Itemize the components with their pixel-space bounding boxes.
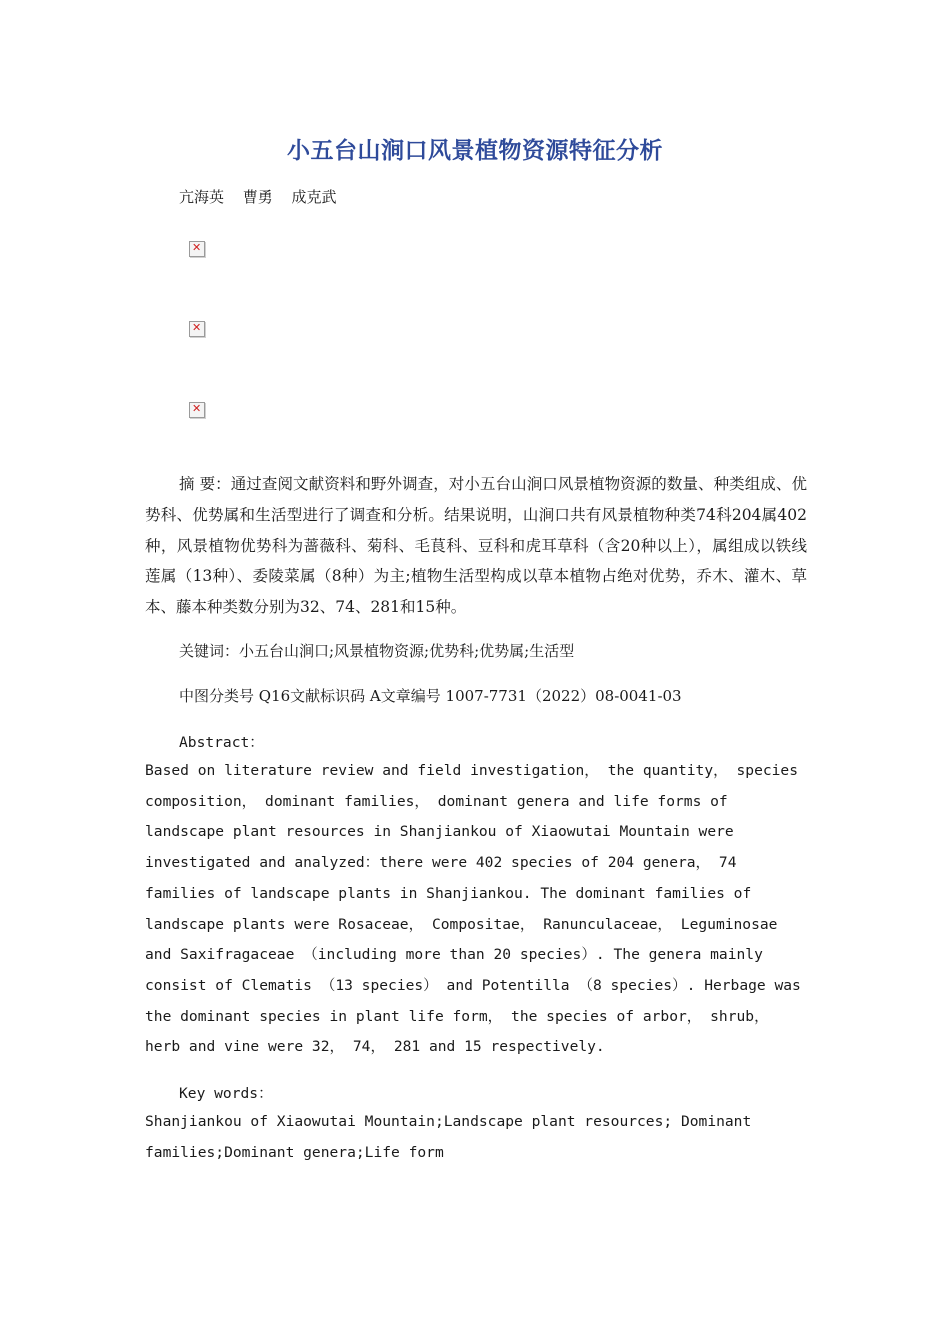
- abstract-chinese: 摘 要：通过查阅文献资料和野外调查，对小五台山涧口风景植物资源的数量、种类组成、优势科、优势属和生活型进行了调查和分析。结果说明，山涧口共有风景植物种类74科204属402种，风景植物优势科为蔷薇科、菊科、毛茛科、豆科和虎耳草科（含20种以上），属组成以铁线莲属（13种）、委陵菜属（8种）为主;植物生活型构成以草本植物占绝对优势，乔木、灌木、草本、藤本种类数分别为32、74、281和15种。: [145, 475, 807, 617]
- keywords-english: Shanjiankou of Xiaowutai Mountain;Landscape plant resources; Dominant families;Dominant genera;Life form: [145, 1113, 752, 1161]
- classification-line: 中图分类号 Q16文献标识码 A文章编号 1007-7731（2022）08-0041-03: [179, 687, 682, 705]
- broken-image-icon: [189, 241, 205, 257]
- broken-image-icon: [189, 402, 205, 418]
- abstract-english: Based on literature review and field investigation， the quantity， species composition， dominant families， dominant genera and life forms of landscape plant resources in Shanjiankou of Xiaowutai Mountain were investigated and analyzed：there were 402 species of 204 genera， 74 families of landscape plants in Shanjiankou. The dominant families of landscape plants were Rosaceae， Compositae， Ranunculaceae， Leguminosae and Saxifragaceae （including more than 20 species）. The genera mainly consist of Clematis （13 species） and Potentilla （8 species）. Herbage was the dominant species in plant life form， the species of arbor， shrub， herb and vine were 32， 74， 281 and 15 respectively.: [145, 762, 801, 1056]
- paper-title: 小五台山涧口风景植物资源特征分析: [287, 138, 663, 164]
- keywords-chinese: 关键词：小五台山涧口;风景植物资源;优势科;优势属;生活型: [179, 642, 575, 660]
- authors: 亢海英 曹勇 成克武: [179, 188, 337, 206]
- keywords-english-label: Key words：: [179, 1085, 273, 1102]
- broken-image-icon: [189, 321, 205, 337]
- abstract-english-label: Abstract：: [179, 734, 264, 751]
